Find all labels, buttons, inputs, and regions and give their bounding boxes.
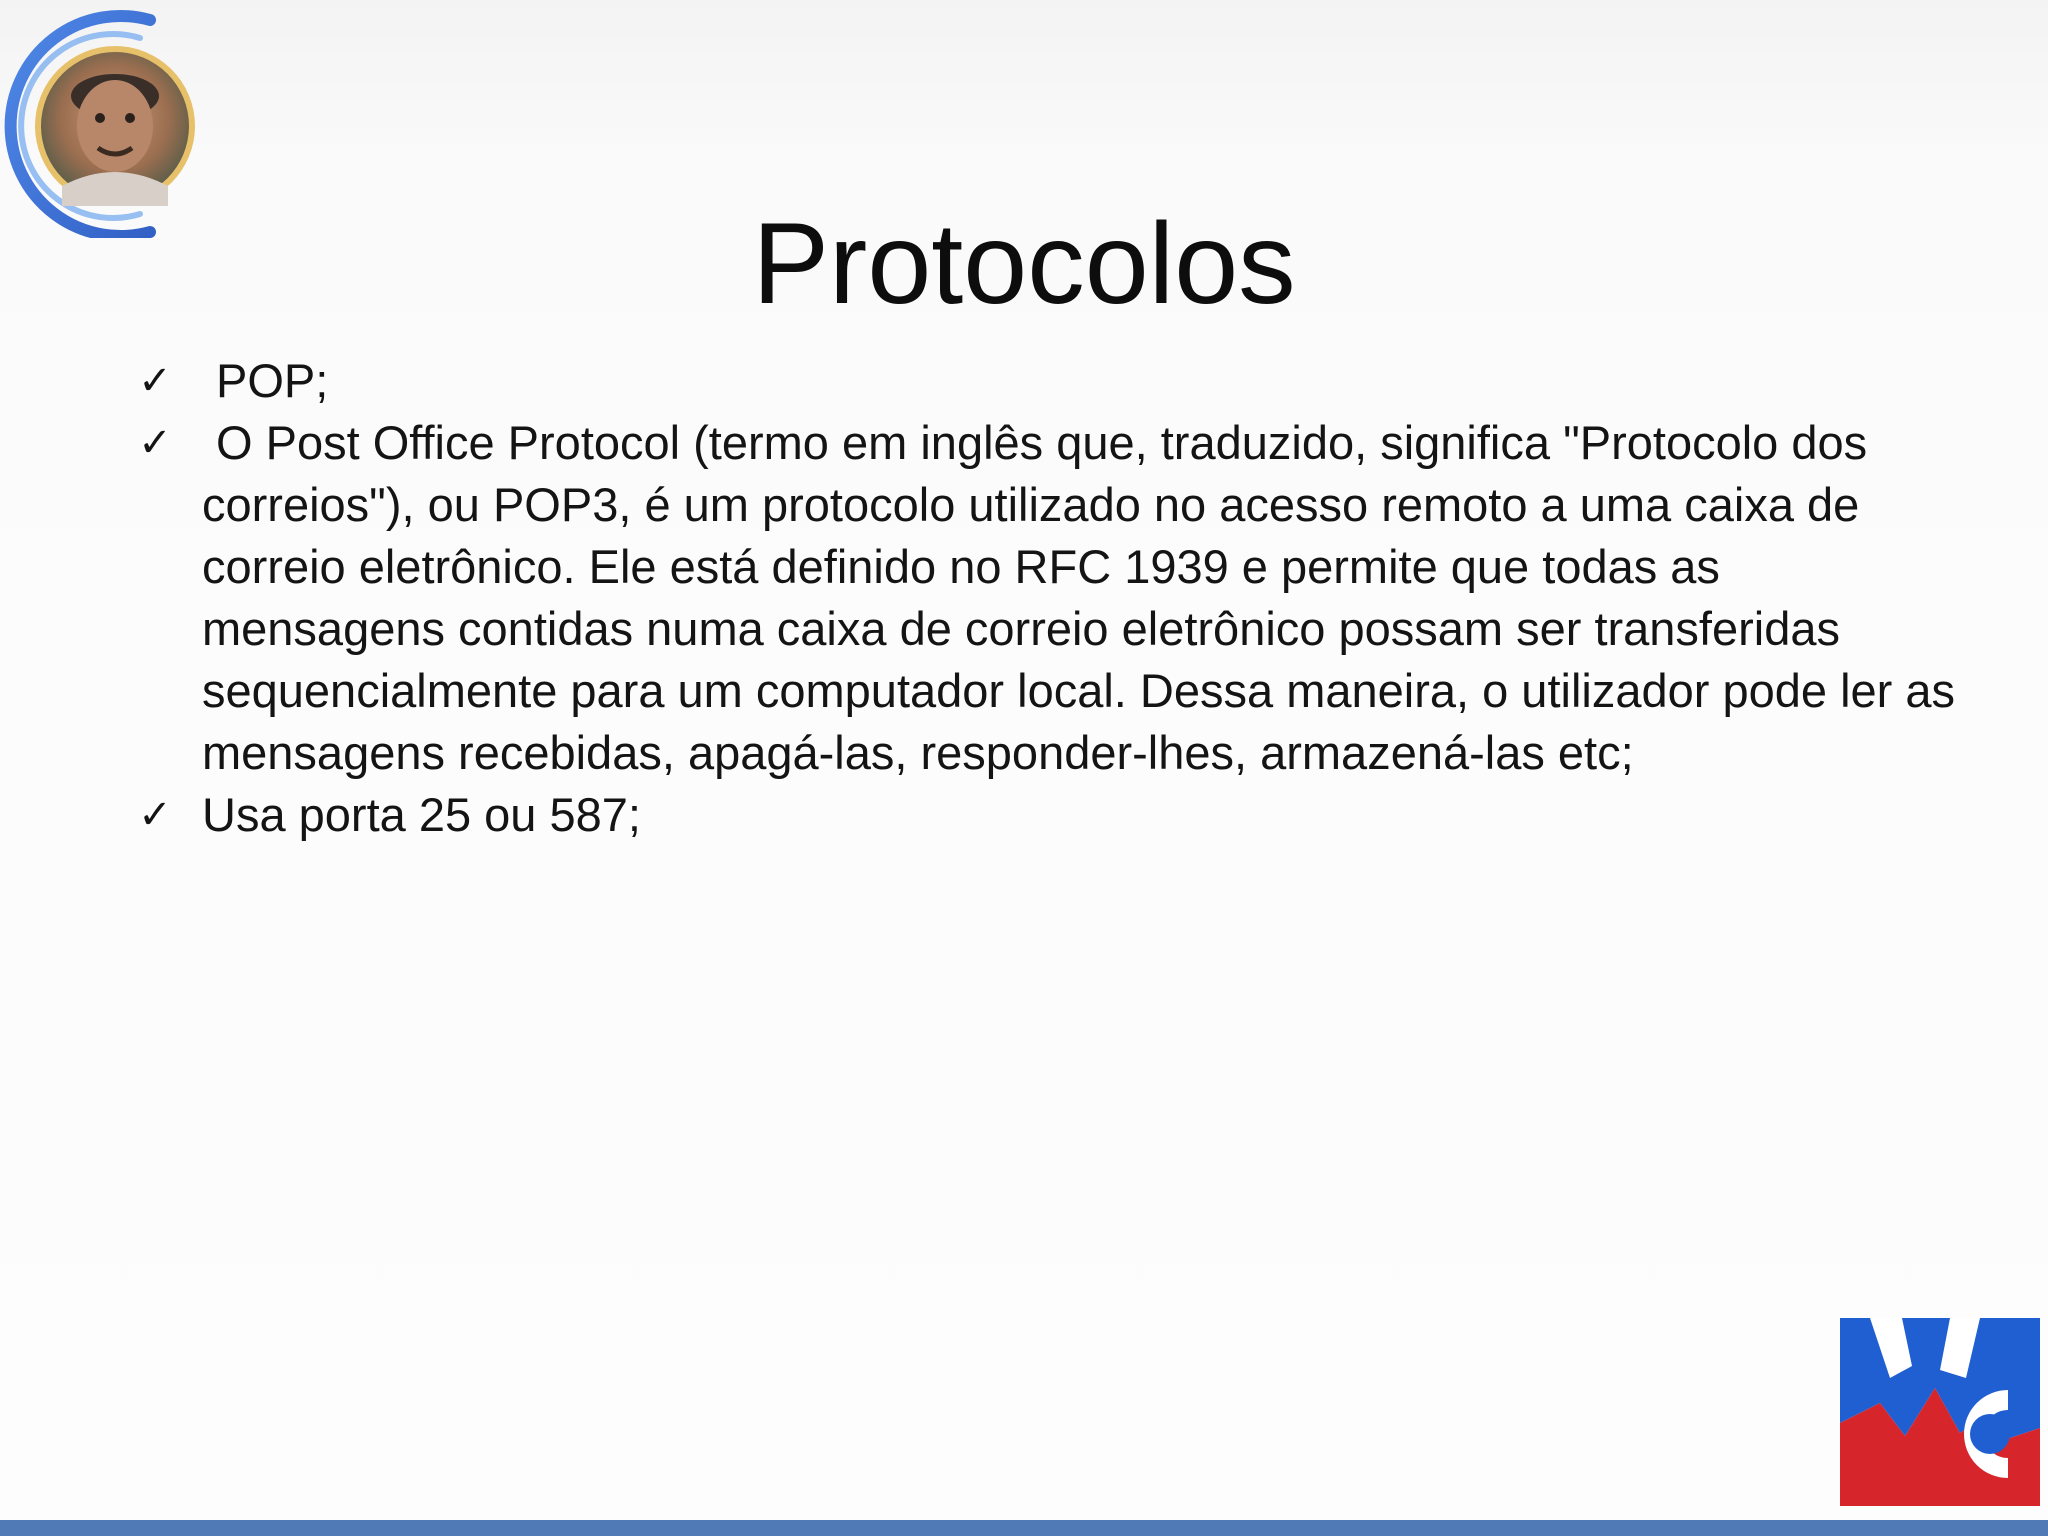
bottom-bar (0, 1520, 2048, 1536)
bullet-text (202, 412, 1960, 784)
slide-title: Protocolos (752, 200, 1296, 329)
bullet-text: POP; (216, 354, 329, 407)
bullet-list (130, 350, 1960, 846)
brand-logo (1840, 1318, 2040, 1506)
checkmark-icon: ✓ (138, 792, 172, 838)
bullet-text-content: O Post Office Protocol (termo em inglês que, traduzido, significa "Protocolo dos correios"), ou POP3, é um protocolo utilizado no acesso remoto a uma caixa de correio eletrônico. Ele está definido no RFC 1939 e permite que todas as mensagens contidas numa caixa de correio eletrônico possam ser transferidas sequencialmente para um computador local. Dessa maneira, o utilizador pode ler as mensagens recebidas, apagá-las, responder-lhes, armazená-las etc; (202, 416, 1955, 779)
bullet-text: Usa porta 25 ou 587; (202, 788, 641, 841)
bullet-item (130, 412, 1960, 784)
bullet-item (130, 784, 1960, 846)
logo-mc-icon (1840, 1318, 2040, 1506)
bullet-item (130, 350, 1960, 412)
checkmark-icon: ✓ (138, 358, 172, 404)
checkmark-icon: ✓ (138, 420, 172, 466)
